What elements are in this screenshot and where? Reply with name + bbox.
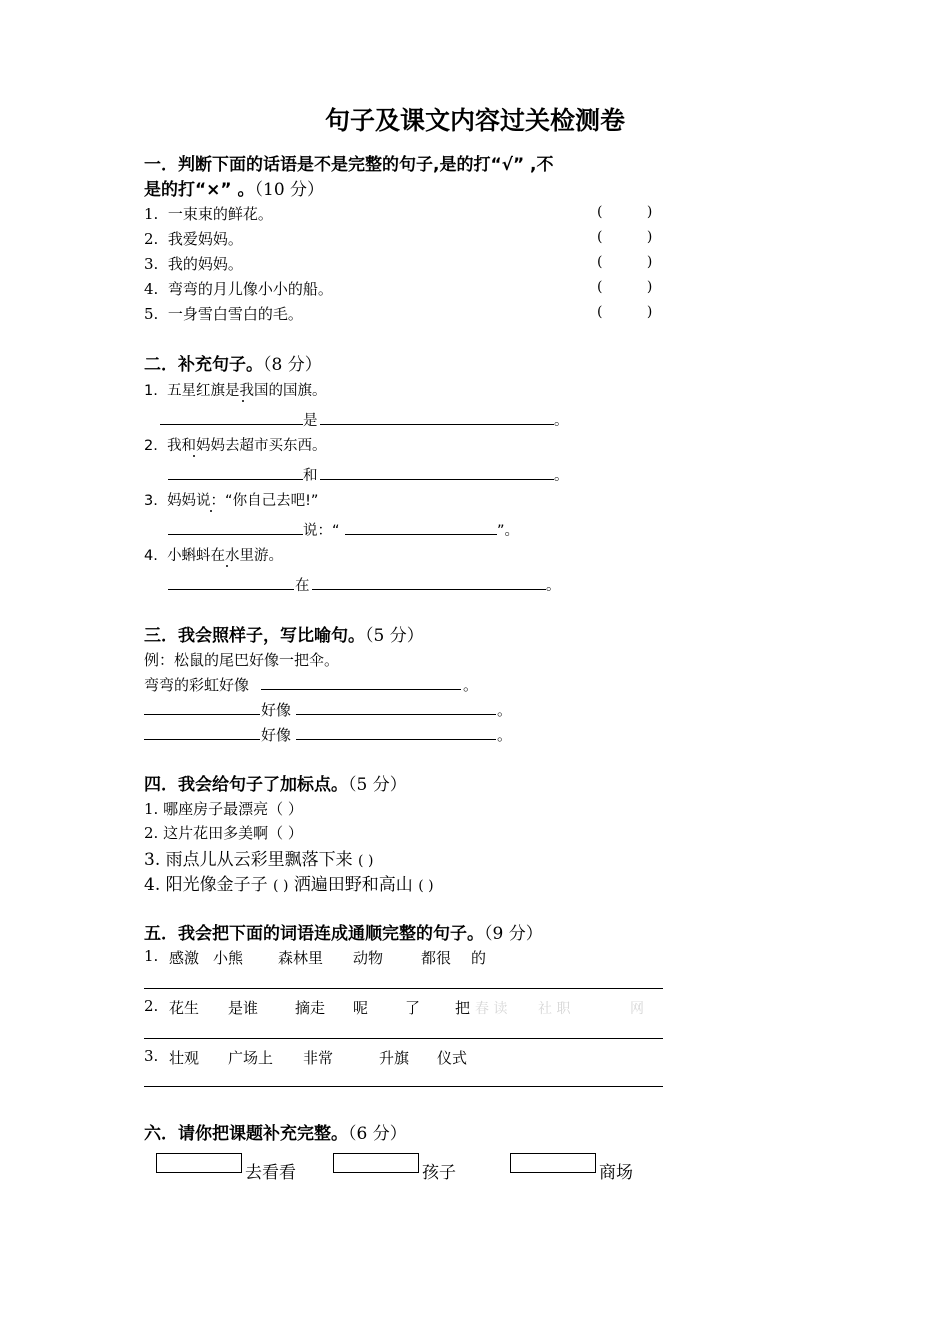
section-6-points: （6 分）	[348, 1124, 407, 1144]
s2-item-4-end: 。	[546, 578, 561, 594]
answer-paren[interactable]: ( )	[597, 279, 653, 295]
item-text: 我和妈妈去超市买东西。	[167, 438, 327, 454]
answer-paren[interactable]: ( )	[597, 254, 653, 270]
answer-line[interactable]	[144, 1086, 663, 1087]
item-number: 1.	[144, 205, 159, 223]
s2-item-2	[144, 434, 327, 455]
s5-item-1-num: 1.	[144, 947, 159, 965]
answer-paren[interactable]: ( )	[358, 853, 374, 869]
word: 小熊	[213, 949, 244, 967]
section-1-heading-line2: 是的打“×” 。	[144, 180, 255, 200]
s3-line2-mid: 好像	[261, 701, 292, 719]
s2-item-3-mid: 说：“	[303, 523, 340, 539]
s2-item-4-mid: 在	[295, 578, 310, 594]
s4-item-4	[144, 870, 434, 895]
s1-item-4	[144, 278, 333, 299]
word: 是谁	[228, 999, 259, 1017]
item-number: 3.	[144, 493, 158, 509]
section-5-points: （9 分）	[484, 924, 543, 944]
page-title: 句子及课文内容过关检测卷	[324, 106, 625, 135]
s2-item-3	[144, 489, 318, 510]
word: 了	[405, 999, 421, 1017]
section-5-heading	[144, 919, 543, 944]
word: 壮观	[169, 1049, 200, 1067]
s1-item-2	[144, 228, 243, 249]
s2-item-2-end: 。	[554, 468, 569, 484]
item-text: 小蝌蚪在水里游。	[167, 548, 284, 564]
word: 升旗	[379, 1049, 410, 1067]
title-label: 孩子	[422, 1163, 456, 1183]
answer-blank[interactable]	[144, 739, 260, 740]
s3-line3-mid: 好像	[261, 726, 292, 744]
s3-line1-end: 。	[463, 676, 479, 694]
section-6-heading	[144, 1119, 407, 1144]
s4-item-3	[144, 845, 373, 870]
word: 呢	[353, 999, 369, 1017]
title-label: 商场	[599, 1163, 633, 1183]
watermark-text: 春 读	[475, 1001, 508, 1017]
answer-blank[interactable]	[144, 714, 260, 715]
section-1-heading-line1: 一．判断下面的话语是不是完整的句子,是的打“√” ,不	[144, 155, 554, 175]
answer-blank[interactable]	[296, 739, 496, 740]
title-answer-box[interactable]	[333, 1153, 419, 1173]
s2-item-1-mid: 是	[303, 413, 318, 429]
section-2-heading-text: 二．补充句子。	[144, 355, 263, 375]
answer-blank[interactable]	[168, 534, 303, 535]
emphasis-dot	[193, 455, 195, 457]
section-2-heading	[144, 350, 322, 375]
item-number: 3.	[144, 255, 159, 273]
section-3-heading	[144, 621, 424, 646]
item-text: 五星红旗是我国的国旗。	[167, 383, 327, 399]
item-text: 一身雪白雪白的毛。	[167, 305, 303, 323]
answer-blank[interactable]	[168, 589, 294, 590]
item-text: 4. 阳光像金子子	[144, 875, 268, 895]
word: 的	[471, 949, 487, 967]
section-3-points: （5 分）	[365, 626, 424, 646]
s3-line1-prefix: 弯弯的彩虹好像	[144, 676, 250, 694]
section-1-points: （10 分）	[254, 180, 325, 200]
section-3-heading-text: 三．我会照样子，写比喻句。	[144, 626, 365, 646]
word: 广场上	[228, 1049, 274, 1067]
word: 把	[455, 999, 471, 1017]
s2-item-1-end: 。	[554, 413, 569, 429]
word: 仪式	[437, 1049, 468, 1067]
item-text: 我爱妈妈。	[167, 230, 243, 248]
s1-item-5	[144, 303, 303, 324]
word: 感激	[169, 949, 200, 967]
section-1-heading-2	[144, 175, 324, 200]
section-2-points: （8 分）	[263, 355, 322, 375]
title-answer-box[interactable]	[510, 1153, 596, 1173]
item-text: 3. 雨点儿从云彩里飘落下来	[144, 850, 353, 870]
s2-item-1	[144, 379, 327, 400]
word: 森林里	[278, 949, 324, 967]
word: 摘走	[295, 999, 326, 1017]
answer-line[interactable]	[144, 1038, 663, 1039]
answer-blank[interactable]	[168, 479, 303, 480]
section-4-heading-text: 四．我会给句子了加标点。	[144, 775, 348, 795]
s3-line3-end: 。	[497, 726, 513, 744]
section-1-heading	[144, 150, 554, 175]
s2-item-3-end: ”。	[497, 523, 520, 539]
s3-line2-end: 。	[497, 701, 513, 719]
word: 花生	[169, 999, 200, 1017]
answer-paren[interactable]: ( )	[597, 204, 653, 220]
answer-blank[interactable]	[160, 424, 303, 425]
s1-item-3	[144, 253, 243, 274]
emphasis-dot	[242, 400, 244, 402]
item-number: 4.	[144, 548, 158, 564]
item-text: 我的妈妈。	[167, 255, 243, 273]
section-5-heading-text: 五．我会把下面的词语连成通顺完整的句子。	[144, 924, 484, 944]
title-answer-box[interactable]	[156, 1153, 242, 1173]
section-4-points: （5 分）	[348, 775, 407, 795]
section-6-heading-text: 六．请你把课题补充完整。	[144, 1124, 348, 1144]
s4-item-1: 1. 哪座房子最漂亮（ ）	[144, 800, 303, 818]
word: 都很	[421, 949, 452, 967]
item-number: 4.	[144, 280, 159, 298]
item-text-2: 洒遍田野和高山	[293, 875, 413, 895]
answer-paren[interactable]: ( )	[597, 229, 653, 245]
answer-paren[interactable]: ( )	[418, 878, 434, 894]
item-number: 2.	[144, 438, 158, 454]
s4-item-2: 2. 这片花田多美啊（ ）	[144, 824, 303, 842]
watermark-text: 社 职	[538, 1001, 571, 1017]
emphasis-dot	[210, 510, 212, 512]
watermark-text: 网	[630, 1001, 644, 1017]
answer-blank[interactable]	[345, 534, 497, 535]
answer-paren[interactable]: ( )	[273, 878, 289, 894]
answer-blank[interactable]	[312, 589, 546, 590]
s3-example: 例：松鼠的尾巴好像一把伞。	[144, 651, 340, 669]
emphasis-dot	[226, 565, 228, 567]
title-label: 去看看	[245, 1163, 296, 1183]
word: 非常	[303, 1049, 334, 1067]
word: 动物	[353, 949, 384, 967]
answer-blank[interactable]	[320, 479, 554, 480]
s1-item-1	[144, 203, 273, 224]
s2-item-2-mid: 和	[303, 468, 318, 484]
item-text: 妈妈说：“你自己去吧!”	[167, 493, 319, 509]
item-text: 弯弯的月儿像小小的船。	[167, 280, 333, 298]
s2-item-4	[144, 544, 283, 565]
section-4-heading	[144, 770, 407, 795]
item-number: 5.	[144, 305, 159, 323]
answer-line[interactable]	[144, 988, 663, 989]
answer-blank[interactable]	[320, 424, 554, 425]
s5-item-3-num: 3.	[144, 1047, 159, 1065]
s5-item-2-num: 2.	[144, 997, 159, 1015]
item-number: 2.	[144, 230, 159, 248]
item-text: 一束束的鲜花。	[167, 205, 273, 223]
answer-blank[interactable]	[261, 689, 461, 690]
answer-blank[interactable]	[296, 714, 496, 715]
answer-paren[interactable]: ( )	[597, 304, 653, 320]
item-number: 1.	[144, 383, 158, 399]
